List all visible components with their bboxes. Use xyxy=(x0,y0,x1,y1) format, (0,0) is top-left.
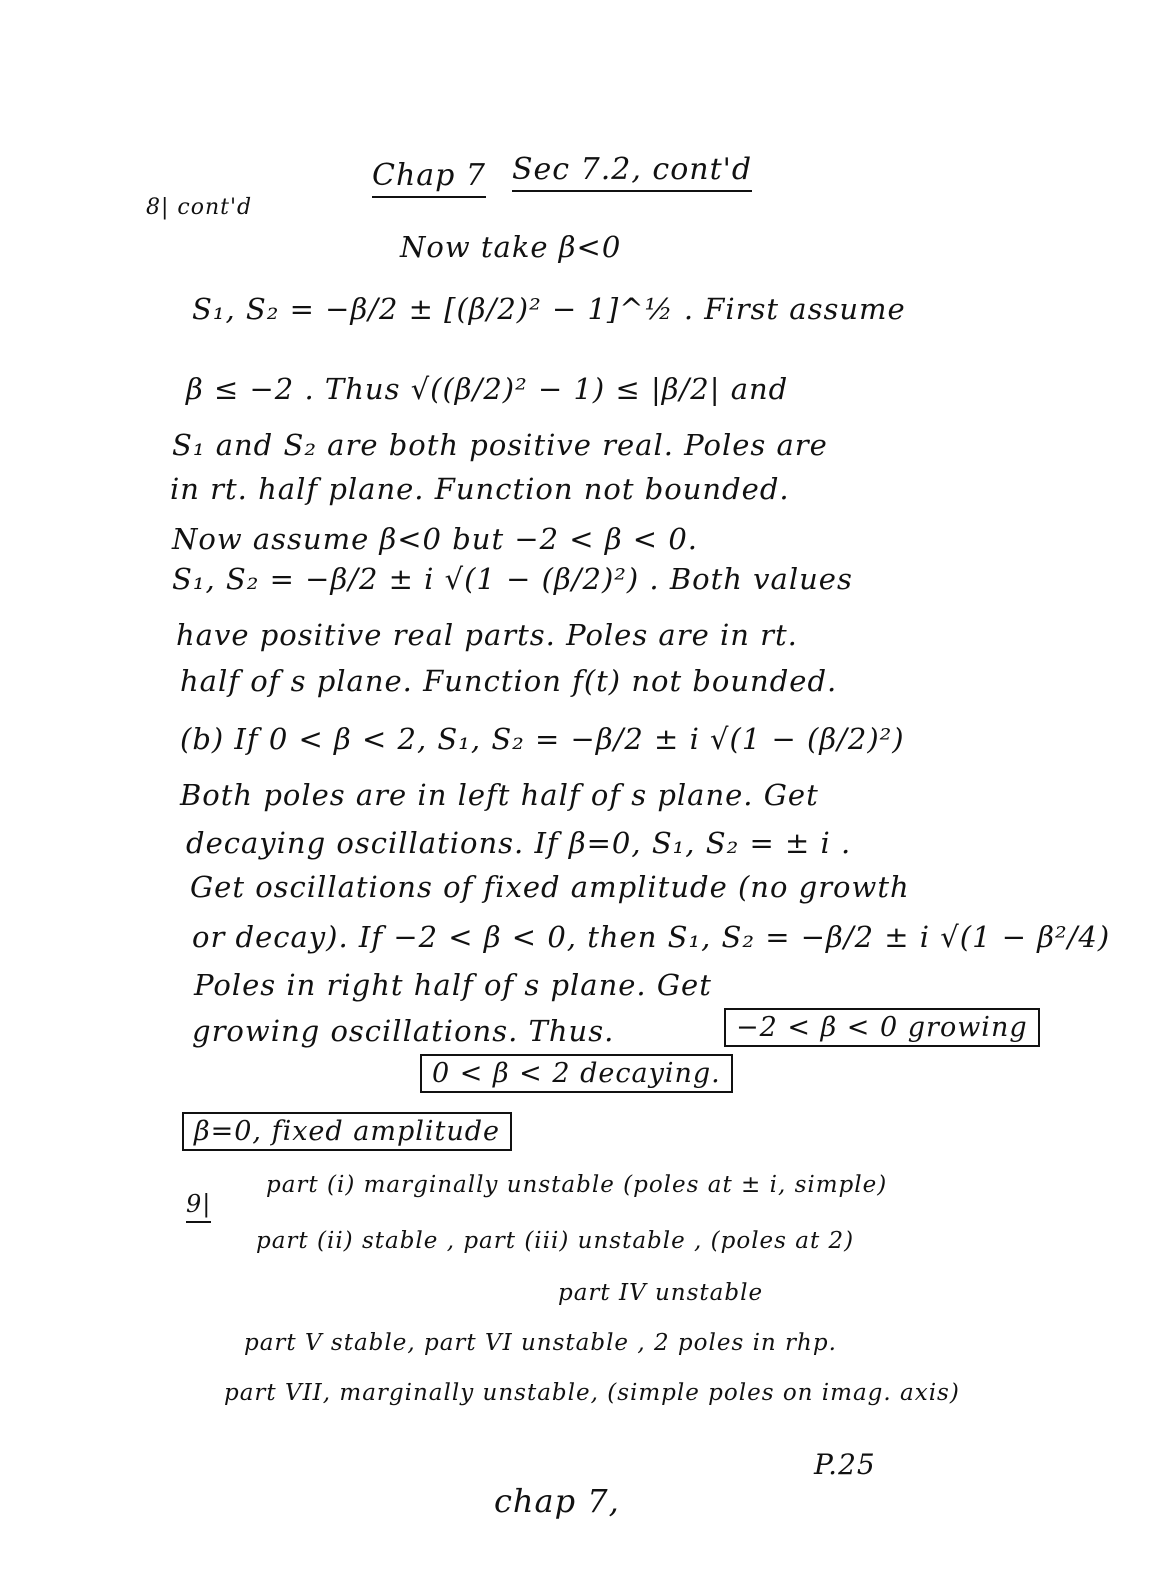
growing-range-box: −2 < β < 0 growing xyxy=(724,1008,1040,1047)
problem-9-label: 9| xyxy=(186,1190,211,1223)
problem-8-line-12: decaying oscillations. If β=0, S₁, S₂ = ± i . xyxy=(186,826,852,860)
problem-9-line-5: part VII, marginally unstable, (simple poles on imag. axis) xyxy=(224,1380,960,1406)
problem-8-line-16: growing oscillations. Thus. xyxy=(192,1014,615,1048)
problem-8-line-15: Poles in right half of s plane. Get xyxy=(194,968,712,1002)
page-number: P.25 xyxy=(814,1448,876,1481)
fixed-amplitude-box: β=0, fixed amplitude xyxy=(182,1112,512,1151)
problem-8-line-11: Both poles are in left half of s plane. Get xyxy=(180,778,819,812)
problem-9-line-1: part (i) marginally unstable (poles at ± i, simple) xyxy=(266,1172,888,1198)
section-heading: Sec 7.2, cont'd xyxy=(512,152,752,192)
problem-8-line-2: S₁, S₂ = −β/2 ± [(β/2)² − 1]^½ . First assume xyxy=(192,292,906,326)
problem-8-line-9: half of s plane. Function f(t) not bounded. xyxy=(180,664,838,698)
problem-9-line-4: part V stable, part VI unstable , 2 poles in rhp. xyxy=(244,1330,837,1356)
problem-8-line-10: (b) If 0 < β < 2, S₁, S₂ = −β/2 ± i √(1 − (β/2)²) xyxy=(180,722,905,756)
problem-8-line-1: Now take β<0 xyxy=(400,230,622,264)
problem-8-line-3: β ≤ −2 . Thus √((β/2)² − 1) ≤ |β/2| and xyxy=(186,372,789,406)
problem-9-line-2: part (ii) stable , part (iii) unstable , (poles at 2) xyxy=(256,1228,855,1254)
problem-8-line-6: Now assume β<0 but −2 < β < 0. xyxy=(172,522,698,556)
chapter-heading: Chap 7 xyxy=(372,158,486,198)
problem-8-label: 8| cont'd xyxy=(146,195,253,220)
problem-8-line-4: S₁ and S₂ are both positive real. Poles are xyxy=(172,428,828,462)
problem-8-line-13: Get oscillations of fixed amplitude (no growth xyxy=(190,870,910,904)
footer-chapter-note: chap 7, xyxy=(494,1482,620,1520)
decaying-range-box: 0 < β < 2 decaying. xyxy=(420,1054,733,1093)
problem-8-line-14: or decay). If −2 < β < 0, then S₁, S₂ = −β/2 ± i √(1 − β²/4) xyxy=(192,920,1111,954)
problem-8-line-5: in rt. half plane. Function not bounded. xyxy=(170,472,790,506)
problem-8-line-8: have positive real parts. Poles are in rt. xyxy=(176,618,798,652)
problem-8-line-7: S₁, S₂ = −β/2 ± i √(1 − (β/2)²) . Both values xyxy=(172,562,853,596)
problem-9-line-3: part IV unstable xyxy=(558,1280,764,1306)
